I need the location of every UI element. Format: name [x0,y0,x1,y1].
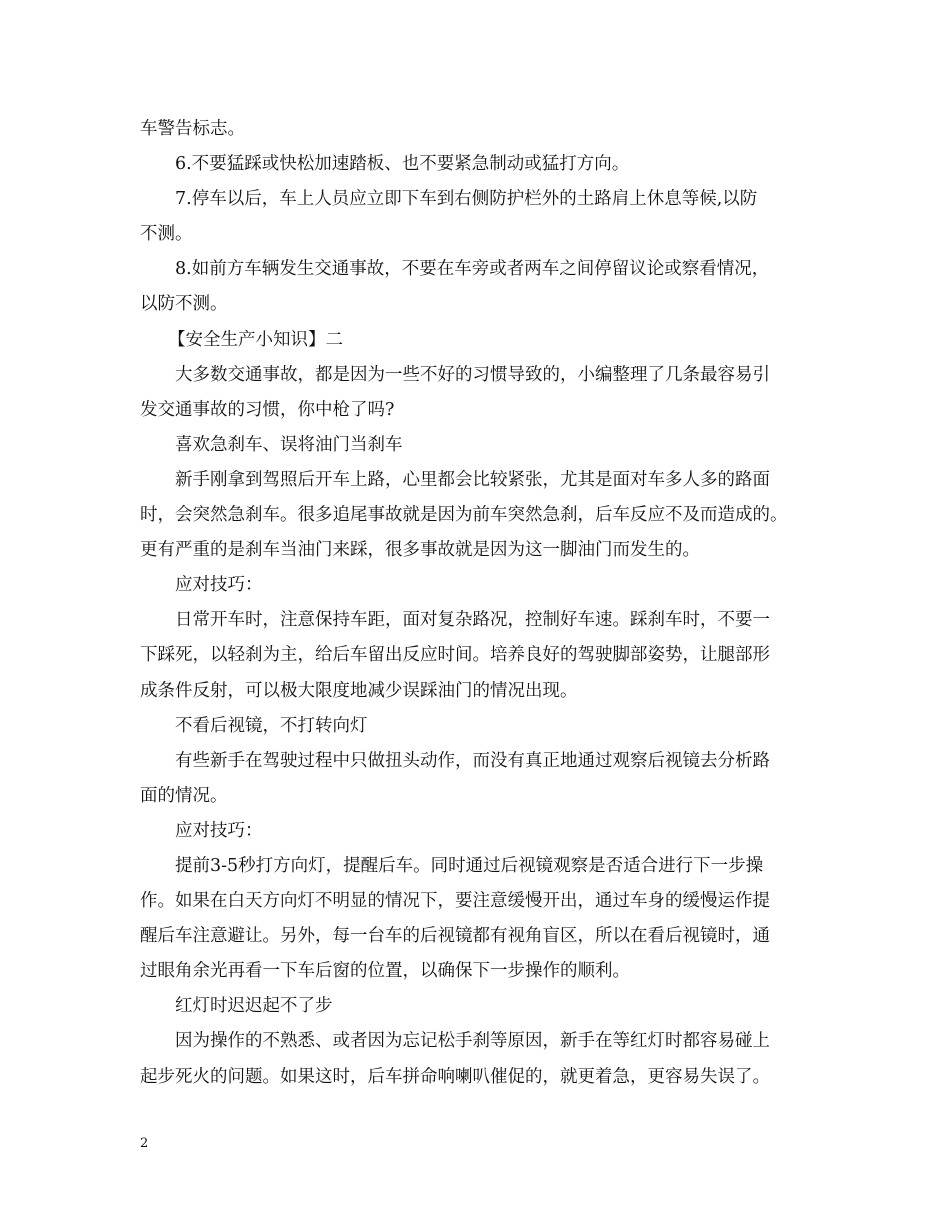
subheading: 不看后视镜，不打转向灯 [175,715,368,736]
paragraph-line: 面的情况。 [140,785,228,806]
section-heading: 【安全生产小知识】二 [168,329,343,350]
paragraph-line: 日常开车时，注意保持车距，面对复杂路况，控制好车速。踩刹车时，不要一 [175,610,770,631]
subheading: 喜欢急刹车、误将油门当刹车 [175,434,403,455]
paragraph-line: 7.停车以后，车上人员应立即下车到右侧防护栏外的土路肩上休息等候,以防 [175,189,758,210]
page-number: 2 [140,1136,149,1151]
paragraph-line: 过眼角余光再看一下车后窗的位置，以确保下一步操作的顺利。 [140,961,630,982]
paragraph-line: 因为操作的不熟悉、或者因为忘记松手刹等原因，新手在等红灯时都容易碰上 [175,1031,770,1052]
document-body [140,112,812,1095]
paragraph-line: 更有严重的是刹车当油门来踩，很多事故就是因为这一脚油门而发生的。 [140,540,700,561]
paragraph-line: 成条件反射，可以极大限度地减少误踩油门的情况出现。 [140,680,578,701]
paragraph-line: 新手刚拿到驾照后开车上路，心里都会比较紧张，尤其是面对车多人多的路面 [175,469,770,490]
paragraph-line: 发交通事故的习惯，你中枪了吗? [140,399,395,420]
subheading: 红灯时迟迟起不了步 [175,996,333,1017]
paragraph-line: 大多数交通事故，都是因为一些不好的习惯导致的，小编整理了几条最容易引 [175,364,770,385]
paragraph-line: 6.不要猛踩或快松加速踏板、也不要紧急制动或猛打方向。 [175,154,630,175]
paragraph-line: 不测。 [140,224,193,245]
tips-label: 应对技巧： [175,820,263,841]
paragraph-line: 时，会突然急刹车。很多追尾事故就是因为前车突然急刹，后车反应不及而造成的。 [140,505,788,526]
paragraph-line: 下踩死，以轻刹为主，给后车留出反应时间。培养良好的驾驶脚部姿势，让腿部形 [140,645,770,666]
paragraph-line: 醒后车注意避让。另外，每一台车的后视镜都有视角盲区，所以在看后视镜时，通 [140,926,770,947]
paragraph-line: 起步死火的问题。如果这时，后车拼命响喇叭催促的，就更着急，更容易失误了。 [140,1066,770,1087]
paragraph-line: 8.如前方车辆发生交通事故，不要在车旁或者两车之间停留议论或察看情况， [175,259,770,280]
paragraph-line: 以防不测。 [140,294,228,315]
paragraph-line: 有些新手在驾驶过程中只做扭头动作，而没有真正地通过观察后视镜去分析路 [175,750,770,771]
paragraph-line: 提前3-5秒打方向灯，提醒后车。同时通过后视镜观察是否适合进行下一步操 [175,855,764,876]
paragraph-line: 车警告标志。 [140,119,245,139]
tips-label: 应对技巧： [175,575,263,596]
paragraph-line: 作。如果在白天方向灯不明显的情况下，要注意缓慢开出，通过车身的缓慢运作提 [140,891,770,912]
